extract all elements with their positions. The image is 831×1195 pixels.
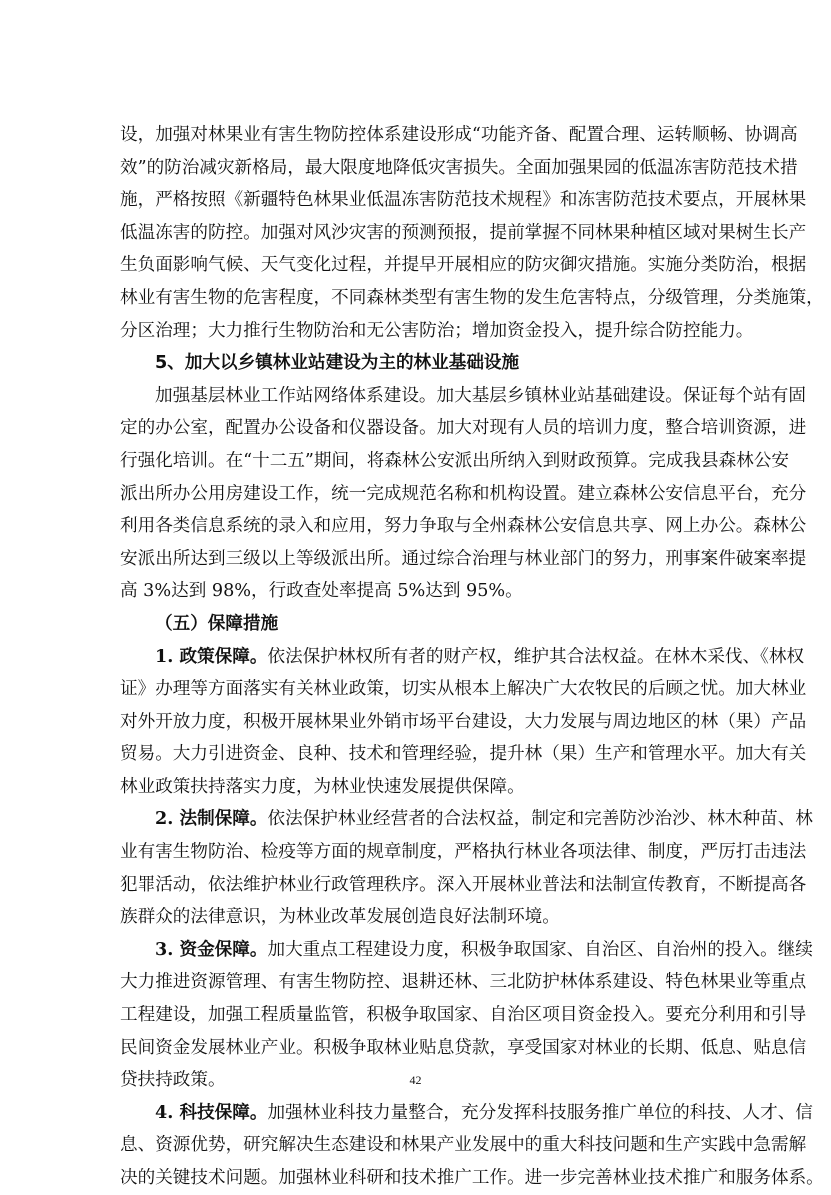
paragraph-lead: 4. 科技保障。 [155,1101,268,1123]
paragraph-lead: 3. 资金保障。 [155,938,268,960]
text-line: 决的关键技术问题。加强林业科研和技术推广工作。进一步完善林业技术推广和服务体系。 [120,1168,824,1188]
text-line: 业有害生物防治、检疫等方面的规章制度，严格执行林业各项法律、制度，严厉打击违法 [120,842,807,863]
text-line: 加强基层林业工作站网络体系建设。加大基层乡镇林业站基础建设。保证每个站有固 [155,385,806,406]
text-line: 大力推进资源管理、有害生物防控、退耕还林、三北防护林体系建设、特色林果业等重点 [120,972,807,993]
text-line: 贸易。大力引进资金、良种、技术和管理经验，提升林（果）生产和管理水平。加大有关 [120,744,807,765]
section-heading: 5、加大以乡镇林业站建设为主的林业基础设施 [155,353,520,374]
paragraph-lead: 1. 政策保障。 [155,645,268,667]
text-line: 高 3%达到 98%，行政查处率提高 5%达到 95%。 [120,581,523,602]
text-line: 林业政策扶持落实力度，为林业快速发展提供保障。 [120,776,525,797]
text-line: 对外开放力度，积极开展林果业外销市场平台建设，大力发展与周边地区的林（果）产品 [120,711,807,732]
text-line: 利用各类信息系统的录入和应用，努力争取与全州森林公安信息共享、网上办公。森林公 [120,516,807,537]
text-line: 证》办理等方面落实有关林业政策，切实从根本上解决广大农牧民的后顾之忧。加大林业 [120,679,807,700]
text-line: 族群众的法律意识，为林业改革发展创造良好法制环境。 [120,907,560,928]
text-line: 行强化培训。在“十二五”期间，将森林公安派出所纳入到财政预算。完成我县森林公安 [120,450,789,471]
text-line: 贷扶持政策。 [120,1070,226,1091]
text-line: 派出所办公用房建设工作，统一完成规范名称和机构设置。建立森林公安信息平台，充分 [120,483,807,504]
text-line: 工程建设，加强工程质量监管，积极争取国家、自治区项目资金投入。要充分利用和引导 [120,1005,807,1026]
text-line: 民间资金发展林业产业。积极争取林业贴息贷款，享受国家对林业的长期、低息、贴息信 [120,1037,807,1058]
text-line: 效”的防治减灾新格局，最大限度地降低灾害损失。全面加强果园的低温冻害防范技术措 [120,157,798,178]
text-line: 息、资源优势，研究解决生态建设和林果产业发展中的重大科技问题和生产实践中急需解 [120,1135,807,1156]
text-line: 设，加强对林果业有害生物防控体系建设形成“功能齐备、配置合理、运转顺畅、协调高 [120,125,798,145]
paragraph-first-line [120,934,813,967]
page-number: 42 [409,1073,422,1087]
text-line: 安派出所达到三级以上等级派出所。通过综合治理与林业部门的努力，刑事案件破案率提 [120,548,807,569]
paragraph-first-line [120,641,805,674]
paragraph-first-line [120,1097,813,1130]
paragraph-text: 加大重点工程建设力度，积极争取国家、自治区、自治州的投入。继续 [267,939,813,960]
paragraph-first-line [120,803,813,836]
text-line: 生负面影响气候、天气变化过程，并提早开展相应的防灾御灾措施。实施分类防治，根据 [120,255,807,276]
text-line: 犯罪活动，依法维护林业行政管理秩序。深入开展林业普法和法制宣传教育，不断提高各 [120,874,807,895]
paragraph-text: 加强林业科技力量整合，充分发挥科技服务推广单位的科技、人才、信 [267,1102,813,1123]
paragraph-text: 依法保护林业经营者的合法权益，制定和完善防沙治沙、林木种苗、林 [267,809,813,830]
text-line: 林业有害生物的危害程度，不同森林类型有害生物的发生危害特点，分级管理，分类施策， [120,287,824,308]
text-line: 低温冻害的防控。加强对风沙灾害的预测预报，提前掌握不同林果种植区域对果树生长产 [120,222,807,243]
text-line: 定的办公室，配置办公设备和仪器设备。加大对现有人员的培训力度，整合培训资源，进 [120,418,807,439]
section-heading: （五）保障措施 [155,613,279,634]
text-line: 施，严格按照《新疆特色林果业低温冻害防范技术规程》和冻害防范技术要点，开展林果 [120,190,807,211]
body-text [120,119,824,1195]
paragraph-text: 依法保护林权所有者的财产权，维护其合法权益。在林木采伐、《林权 [267,646,805,667]
paragraph-lead: 2. 法制保障。 [155,808,268,830]
text-line: 分区治理；大力推行生物防治和无公害防治；增加资金投入，提升综合防控能力。 [120,320,754,341]
